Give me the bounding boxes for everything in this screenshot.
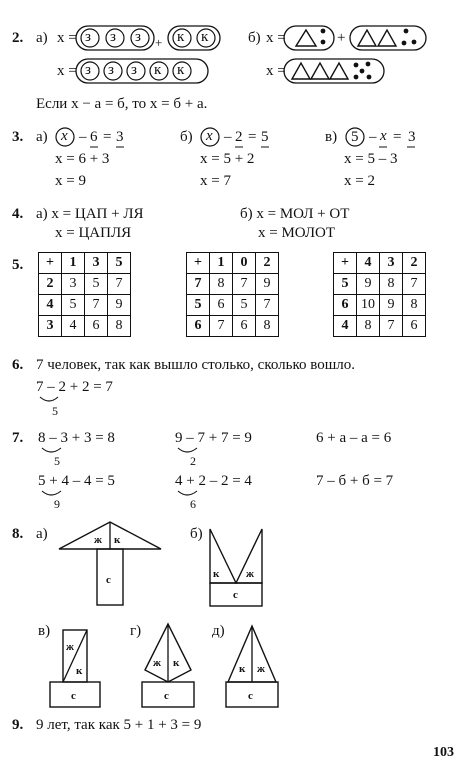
task2b-x-eq-1: x = bbox=[266, 30, 286, 46]
task7-sub-1: 5 bbox=[54, 454, 60, 468]
task7-expr-3: 6 + а – а = 6 bbox=[316, 430, 392, 446]
cap1-letter-2: з bbox=[110, 29, 116, 45]
task2a-x-eq-2: x = bbox=[57, 63, 77, 79]
fig-v-k: к bbox=[76, 665, 83, 677]
fig-v-zh: ж bbox=[66, 641, 74, 653]
task7-expr-4: 5 + 4 – 4 = 5 bbox=[38, 473, 115, 489]
task2b-plus: + bbox=[337, 30, 346, 46]
task8d-label: д) bbox=[212, 623, 225, 639]
task8v-label: в) bbox=[38, 623, 51, 639]
task3b-r: 5 bbox=[261, 129, 269, 145]
task7-sub-2: 2 bbox=[190, 454, 196, 468]
fig-v-s: с bbox=[71, 690, 76, 702]
task3b-line2: x = 7 bbox=[200, 173, 231, 189]
fig-b-k: к bbox=[213, 568, 220, 580]
task6-number: 6. bbox=[12, 357, 24, 373]
task2-rule: Если x − а = б, то x = б + а. bbox=[36, 96, 208, 112]
task8a-label: а) bbox=[36, 526, 48, 542]
cap1-letter-3: з bbox=[135, 29, 141, 45]
cap3-letter-3: з bbox=[131, 62, 137, 78]
addition-table-1: + 1 3 5 2 3 5 7 4 5 7 9 3 4 6 8 bbox=[38, 252, 131, 337]
task7-expr-2: 9 – 7 + 7 = 9 bbox=[175, 430, 252, 446]
task3a-eq: = bbox=[103, 129, 112, 145]
addition-table-3: + 4 3 2 5 9 8 7 6 10 9 8 4 8 7 6 bbox=[333, 252, 426, 337]
task3b-eq: = bbox=[248, 129, 257, 145]
task3c-line2: x = 2 bbox=[344, 173, 375, 189]
task8b-label: б) bbox=[190, 526, 203, 542]
task3a-op: – bbox=[79, 129, 87, 145]
task7-sub-5: 6 bbox=[190, 497, 196, 511]
fig-a-zh: ж bbox=[94, 534, 102, 546]
task3c-m: x bbox=[380, 128, 387, 144]
fig-b-zh: ж bbox=[246, 568, 254, 580]
task7-number: 7. bbox=[12, 430, 24, 446]
task3c-eq: = bbox=[393, 129, 402, 145]
task3b-m: 2 bbox=[235, 129, 243, 145]
cap3-letter-1: з bbox=[85, 62, 91, 78]
task4a-line2: x = ЦАПЛЯ bbox=[55, 225, 132, 241]
fig-b-s: с bbox=[233, 589, 238, 601]
task6-text: 7 человек, так как вышло столько, сколько вошло. bbox=[36, 357, 356, 373]
task7-sub-4: 9 bbox=[54, 497, 60, 511]
task2a-label: а) bbox=[36, 30, 48, 46]
task3a-line1: x = 6 + 3 bbox=[55, 151, 110, 167]
cap3-letter-2: з bbox=[108, 62, 114, 78]
task3-number: 3. bbox=[12, 129, 24, 145]
task3b-op: – bbox=[224, 129, 232, 145]
addition-table-2: + 1 0 2 7 8 7 9 5 6 5 7 6 7 6 8 bbox=[186, 252, 279, 337]
task8-number: 8. bbox=[12, 526, 24, 542]
fig-a-s: с bbox=[106, 574, 111, 586]
cap3-letter-4: к bbox=[154, 62, 162, 78]
task2a-plus: + bbox=[155, 35, 163, 50]
task7-expr-6: 7 – б + б = 7 bbox=[316, 473, 394, 489]
task7-expr-5: 4 + 2 – 2 = 4 bbox=[175, 473, 252, 489]
cap1-letter-1: з bbox=[85, 29, 91, 45]
task2-number: 2. bbox=[12, 30, 24, 46]
task3a-m: 6 bbox=[90, 129, 98, 145]
task3b-label: б) bbox=[180, 129, 193, 145]
task4b-line1: б) x = МОЛ + ОТ bbox=[240, 206, 350, 222]
task3c-line1: x = 5 – 3 bbox=[344, 151, 398, 167]
task3a-var: x bbox=[61, 128, 68, 144]
task6-sub: 5 bbox=[52, 404, 58, 418]
cap3-letter-5: к bbox=[177, 62, 185, 78]
task3a-line2: x = 9 bbox=[55, 173, 86, 189]
task8g-label: г) bbox=[130, 623, 142, 639]
fig-d-k: к bbox=[239, 663, 246, 675]
fig-g-s: с bbox=[164, 690, 169, 702]
task9-text: 9 лет, так как 5 + 1 + 3 = 9 bbox=[36, 717, 202, 733]
fig-a-k: к bbox=[114, 534, 121, 546]
task4a-line1: а) x = ЦАП + ЛЯ bbox=[36, 206, 144, 222]
cap2-letter-2: к bbox=[201, 29, 209, 45]
task3b-line1: x = 5 + 2 bbox=[200, 151, 255, 167]
task6-expr: 7 – 2 + 2 = 7 bbox=[36, 379, 113, 395]
task3a-r: 3 bbox=[116, 129, 124, 145]
task3b-var: x bbox=[206, 128, 213, 144]
task7-expr-1: 8 – 3 + 3 = 8 bbox=[38, 430, 115, 446]
task3c-op: – bbox=[369, 129, 377, 145]
task5-number: 5. bbox=[12, 257, 24, 273]
fig-g-k: к bbox=[173, 657, 180, 669]
task3a-label: а) bbox=[36, 129, 48, 145]
task3c-r: 3 bbox=[408, 129, 416, 145]
fig-d-s: с bbox=[248, 690, 253, 702]
fig-d-zh: ж bbox=[257, 663, 265, 675]
page-number: 103 bbox=[433, 745, 454, 760]
task9-number: 9. bbox=[12, 717, 24, 733]
cap2-letter-1: к bbox=[177, 29, 185, 45]
task4-number: 4. bbox=[12, 206, 24, 222]
task2b-x-eq-2: x = bbox=[266, 63, 286, 79]
task4b-line2: x = МОЛОТ bbox=[258, 225, 336, 241]
task3c-n: 5 bbox=[351, 129, 359, 145]
task2a-x-eq-1: x = bbox=[57, 30, 77, 46]
task3c-label: в) bbox=[325, 129, 338, 145]
fig-g-zh: ж bbox=[153, 657, 161, 669]
task2b-label: б) bbox=[248, 30, 261, 46]
